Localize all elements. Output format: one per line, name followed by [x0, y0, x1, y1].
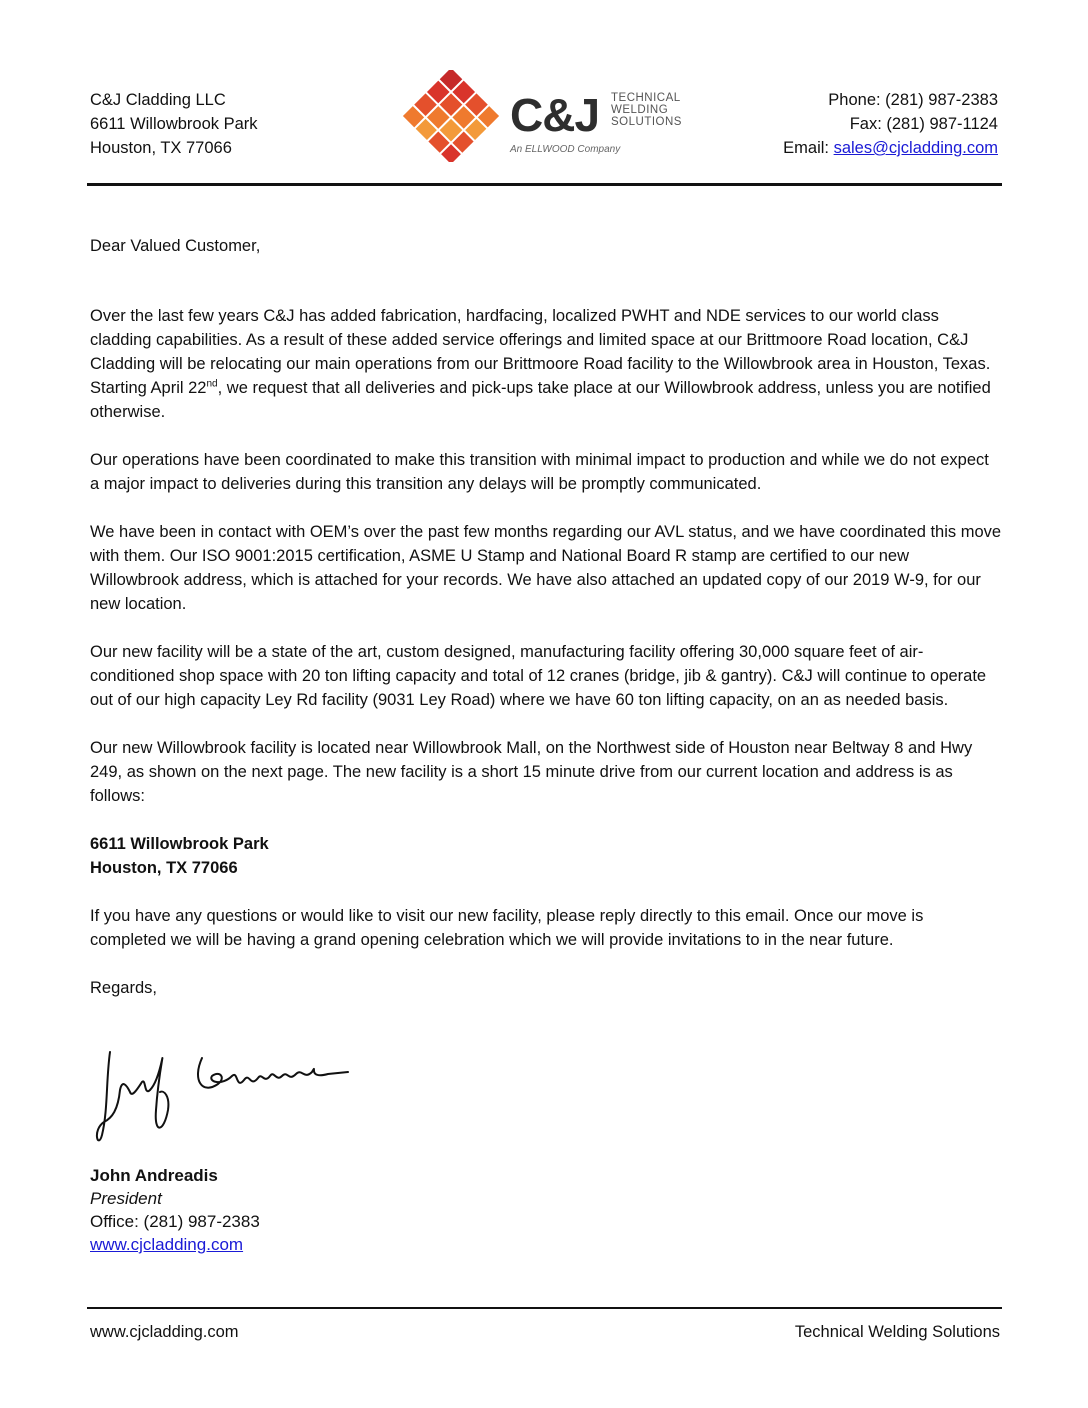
handwritten-signature	[92, 1040, 352, 1160]
contact-block	[783, 88, 998, 160]
closing: Regards,	[90, 979, 157, 997]
paragraph-6: If you have any questions or would like to visit our new facility, please reply directly to this email. Once our move is completed we will be having a grand opening celebration which we will provide invitations to in the near future.	[90, 907, 924, 949]
fax-text: Fax: (281) 987-1124	[849, 115, 998, 133]
footer-website: www.cjcladding.com	[90, 1323, 239, 1341]
logo-wordmark: C&J	[510, 89, 600, 141]
diamond-grid-icon	[396, 70, 506, 162]
email-link[interactable]: sales@cjcladding.com	[833, 139, 998, 157]
paragraph-1: Over the last few years C&J has added fabrication, hardfacing, localized PWHT and NDE services to our world class cladding capabilities. As a result of these added service offerings and limited space at our Brittmoore Road location, C&J Cladding will be relocating our main operations from our Brittmoore Road facility to the Willowbrook area in Houston, Texas. Starting April 22nd, we request that all deliveries and pick-ups take place at our Willowbrook address, unless you are notified otherwise.	[90, 307, 991, 421]
email-line	[783, 136, 998, 160]
signer-website-link[interactable]: www.cjcladding.com	[90, 1235, 244, 1254]
footer-tagline: Technical Welding Solutions	[794, 1323, 1000, 1341]
signer-title: President	[90, 1189, 162, 1208]
new-address: 6611 Willowbrook Park Houston, TX 77066	[90, 835, 269, 877]
logo-subtitle: An ELLWOOD Company	[510, 144, 621, 155]
header-divider	[87, 183, 1002, 186]
signer-name: John Andreadis	[90, 1166, 218, 1185]
company-address-block	[90, 88, 258, 160]
signer-office: Office: (281) 987-2383	[90, 1212, 260, 1231]
company-logo	[396, 70, 696, 162]
paragraph-4: Our new facility will be a state of the art, custom designed, manufacturing facility offering 30,000 square feet of air-conditioned shop space with 20 ton lifting capacity and total of 12 cranes (bridge, jib & gantry). C&J will continue to operate out of our high capacity Ley Rd facility (9031 Ley Road) where we have 60 ton lifting capacity, on an as needed basis.	[90, 643, 987, 709]
logo-tagline: TECHNICAL WELDING SOLUTIONS	[611, 92, 682, 128]
footer-divider	[87, 1307, 1002, 1309]
paragraph-3: We have been in contact with OEM’s over the past few months regarding our AVL status, and we have coordinated this move with them. Our ISO 9001:2015 certification, ASME U Stamp and National Board R stamp are certified to our new Willowbrook address, which is attached for your records. We have also attached an updated copy of our 2019 W-9, for our new location.	[90, 523, 1002, 613]
email-label: Email:	[783, 139, 834, 157]
signer-block	[90, 1164, 260, 1256]
company-street: 6611 Willowbrook Park	[90, 115, 258, 133]
greeting: Dear Valued Customer,	[90, 237, 261, 255]
letter-body	[90, 234, 1002, 1000]
paragraph-2: Our operations have been coordinated to make this transition with minimal impact to production and while we do not expect a major impact to deliveries during this transition any delays will be promptly communicated.	[90, 451, 989, 493]
company-name: C&J Cladding LLC	[90, 91, 226, 109]
company-city: Houston, TX 77066	[90, 139, 232, 157]
paragraph-5: Our new Willowbrook facility is located near Willowbrook Mall, on the Northwest side of Houston near Beltway 8 and Hwy 249, as shown on the next page. The new facility is a short 15 minute drive from our current location and address is as follows:	[90, 739, 973, 805]
phone-text: Phone: (281) 987-2383	[828, 91, 998, 109]
